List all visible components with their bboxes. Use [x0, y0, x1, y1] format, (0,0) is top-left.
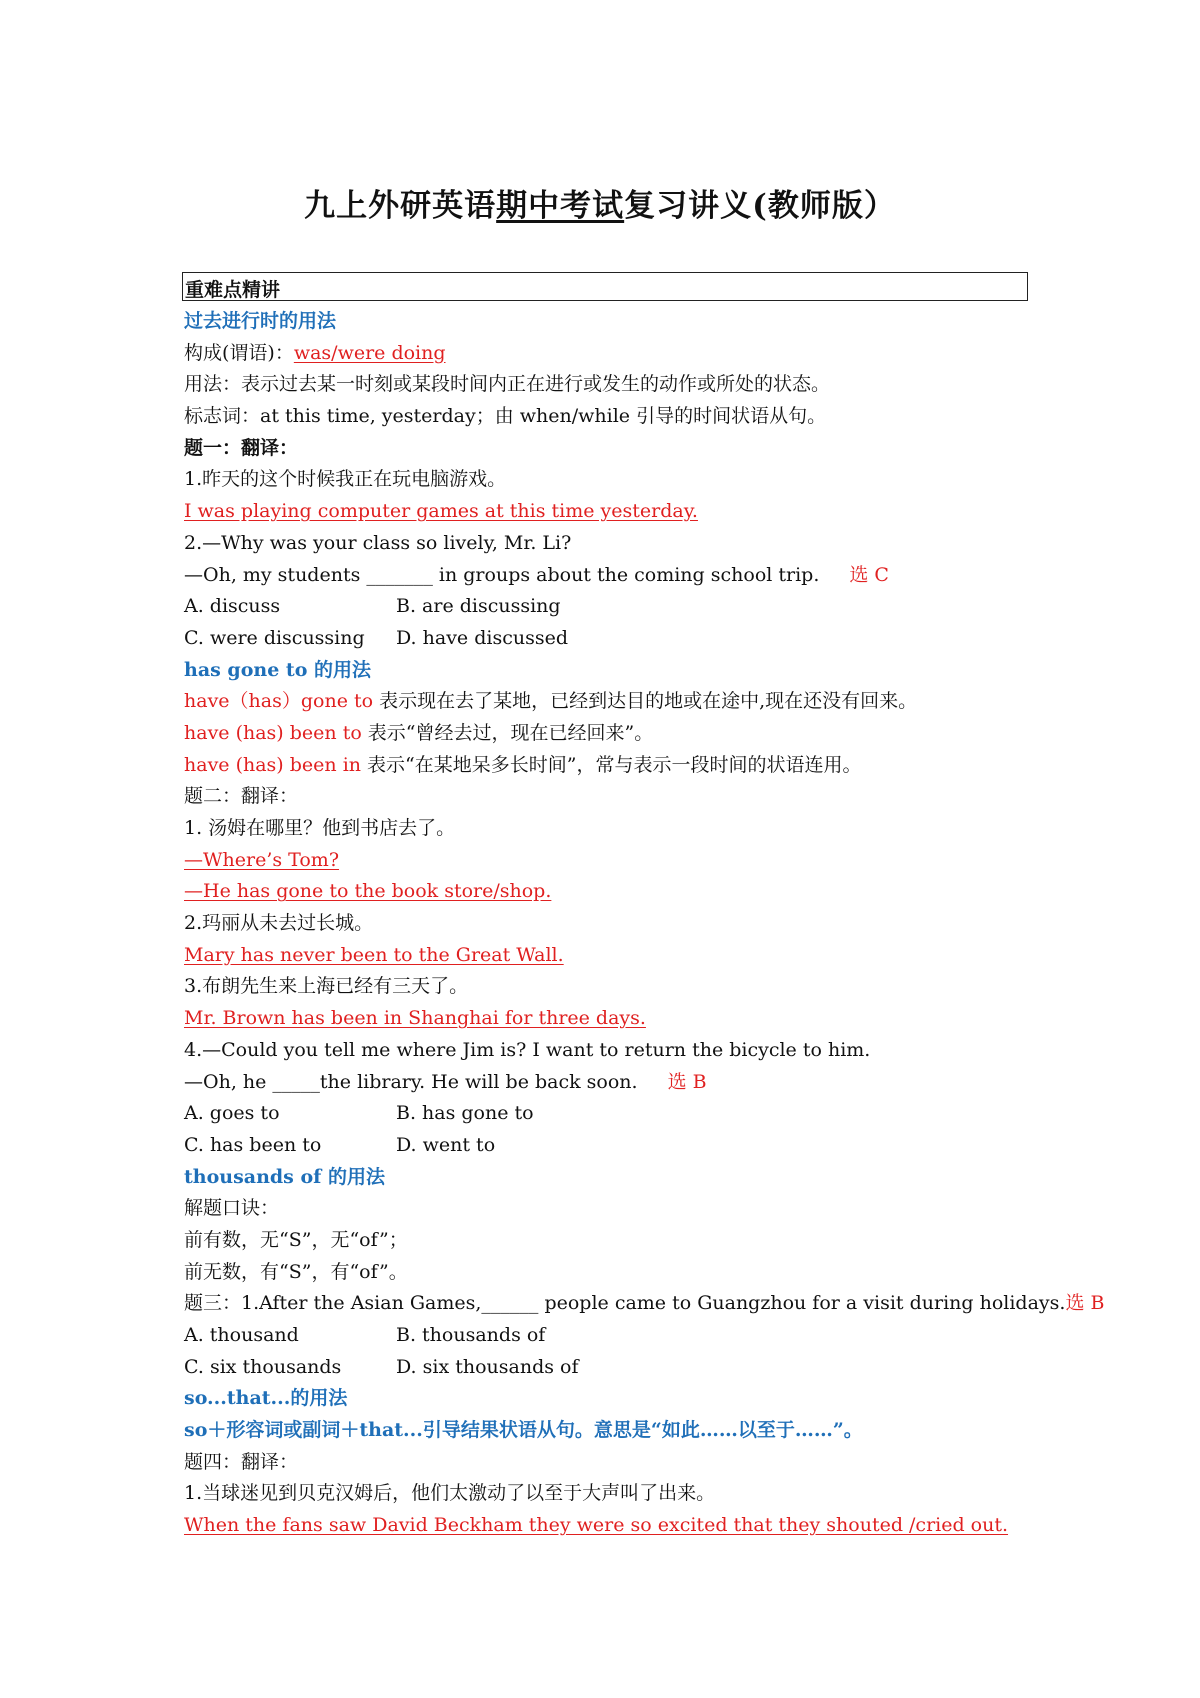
task-2-label: 题二：翻译：	[184, 785, 299, 808]
rule-been-in-text: 表示“在某地呆多长时间”，常与表示一段时间的状语连用。	[361, 753, 862, 776]
rule-gone-to-text: 表示现在去了某地，已经到达目的地或在途中,现在还没有回来。	[373, 690, 918, 713]
options-row-2	[184, 623, 1044, 655]
task-1-question-2b	[184, 560, 1044, 592]
title-prefix: 九上外研英语	[304, 188, 497, 224]
task-4-answer-1: When the fans saw David Beckham they were so excited that they shouted /cried out.	[184, 1514, 1009, 1537]
task-2-question-2: 2.玛丽从未去过长城。	[184, 912, 374, 935]
answer-choice: 选 C	[849, 563, 889, 586]
options-row-2	[184, 1352, 1044, 1384]
options-row-1	[184, 591, 1044, 623]
option-c: C. six thousands	[184, 1355, 342, 1378]
task-2-question-4b	[184, 1067, 1044, 1099]
task-2-answer-2: Mary has never been to the Great Wall.	[184, 943, 564, 966]
options-row-1	[184, 1320, 1044, 1352]
task-3-question-1	[184, 1288, 1105, 1320]
option-a: A. discuss	[184, 595, 281, 618]
title-suffix: 复习讲义(教师版）	[624, 188, 896, 224]
task-4-label: 题四：翻译：	[184, 1450, 299, 1473]
section-label: 重难点精讲	[185, 279, 281, 301]
page-title	[0, 180, 1200, 225]
rule-been-to-term: have (has) been to	[184, 721, 362, 744]
option-d: D. have discussed	[396, 626, 568, 649]
task-1-question-1: 1.昨天的这个时候我正在玩电脑游戏。	[184, 468, 507, 491]
rule-been-to	[184, 718, 1044, 750]
task-2-question-1: 1. 汤姆在哪里？他到书店去了。	[184, 817, 456, 839]
heading-has-gone-to: has gone to 的用法	[184, 658, 371, 681]
rule-been-in	[184, 750, 1044, 782]
tip-label: 解题口诀：	[184, 1197, 280, 1220]
option-b: B. has gone to	[396, 1102, 534, 1125]
structure-line	[184, 338, 1044, 370]
heading-past-continuous: 过去进行时的用法	[184, 310, 337, 332]
option-b: B. are discussing	[396, 595, 561, 618]
question-4b-text: —Oh, he _____the library. He will be back soon.	[184, 1070, 638, 1093]
markers-line: 标志词：at this time, yesterday；由 when/while 引导的时间状语从句。	[184, 405, 827, 428]
task-2-answer-3: Mr. Brown has been in Shanghai for three days.	[184, 1007, 646, 1030]
tip-line-2: 前无数，有“S”，有“of”。	[184, 1260, 408, 1283]
task-4-question-1: 1.当球迷见到贝克汉姆后，他们太激动了以至于大声叫了出来。	[184, 1482, 716, 1505]
tip-line-1: 前有数，无“S”，无“of”；	[184, 1228, 408, 1251]
option-c: C. were discussing	[184, 626, 365, 649]
task-2-answer-1a: —Where’s Tom?	[184, 848, 340, 871]
question-text: 题三：1.After the Asian Games,______ people came to Guangzhou for a visit during holidays.	[184, 1292, 1066, 1315]
task-1-answer-1: I was playing computer games at this time yesterday.	[184, 500, 698, 523]
options-row-2	[184, 1130, 1044, 1162]
option-a: A. thousand	[184, 1324, 299, 1346]
option-d: D. went to	[396, 1133, 496, 1156]
section-label-box	[182, 272, 1028, 301]
options-row-1	[184, 1098, 1044, 1130]
so-that-rule: so＋形容词或副词＋that...引导结果状语从句。意思是“如此……以至于……”。	[184, 1419, 863, 1442]
rule-been-in-term: have (has) been in	[184, 753, 362, 776]
rule-been-to-text: 表示“曾经去过，现在已经回来”。	[361, 721, 654, 744]
answer-choice: 选 B	[667, 1070, 707, 1093]
structure-value: was/were doing	[293, 341, 446, 364]
option-a: A. goes to	[184, 1102, 280, 1125]
usage-line: 用法：表示过去某一时刻或某段时间内正在进行或发生的动作或所处的状态。	[184, 373, 831, 396]
question-2b-text: —Oh, my students _______ in groups about the coming school trip.	[184, 563, 820, 586]
content-body	[184, 306, 1105, 1542]
option-d: D. six thousands of	[396, 1355, 579, 1378]
heading-so-that: so...that...的用法	[184, 1387, 348, 1410]
heading-thousands-of: thousands of 的用法	[184, 1165, 385, 1188]
answer-choice: 选 B	[1065, 1292, 1105, 1315]
task-2-question-4a: 4.—Could you tell me where Jim is? I want to return the bicycle to him.	[184, 1038, 871, 1061]
task-1-label: 题一：翻译：	[184, 436, 299, 459]
title-underlined: 期中考试	[496, 188, 625, 224]
rule-gone-to	[184, 686, 1044, 718]
option-c: C. has been to	[184, 1133, 322, 1156]
structure-label: 构成(谓语)：	[184, 341, 294, 364]
option-b: B. thousands of	[396, 1324, 546, 1346]
task-1-question-2a: 2.—Why was your class so lively, Mr. Li?	[184, 531, 572, 554]
rule-gone-to-term: have（has）gone to	[184, 690, 374, 713]
task-2-question-3: 3.布朗先生来上海已经有三天了。	[184, 975, 469, 998]
task-2-answer-1b: —He has gone to the book store/shop.	[184, 880, 552, 903]
